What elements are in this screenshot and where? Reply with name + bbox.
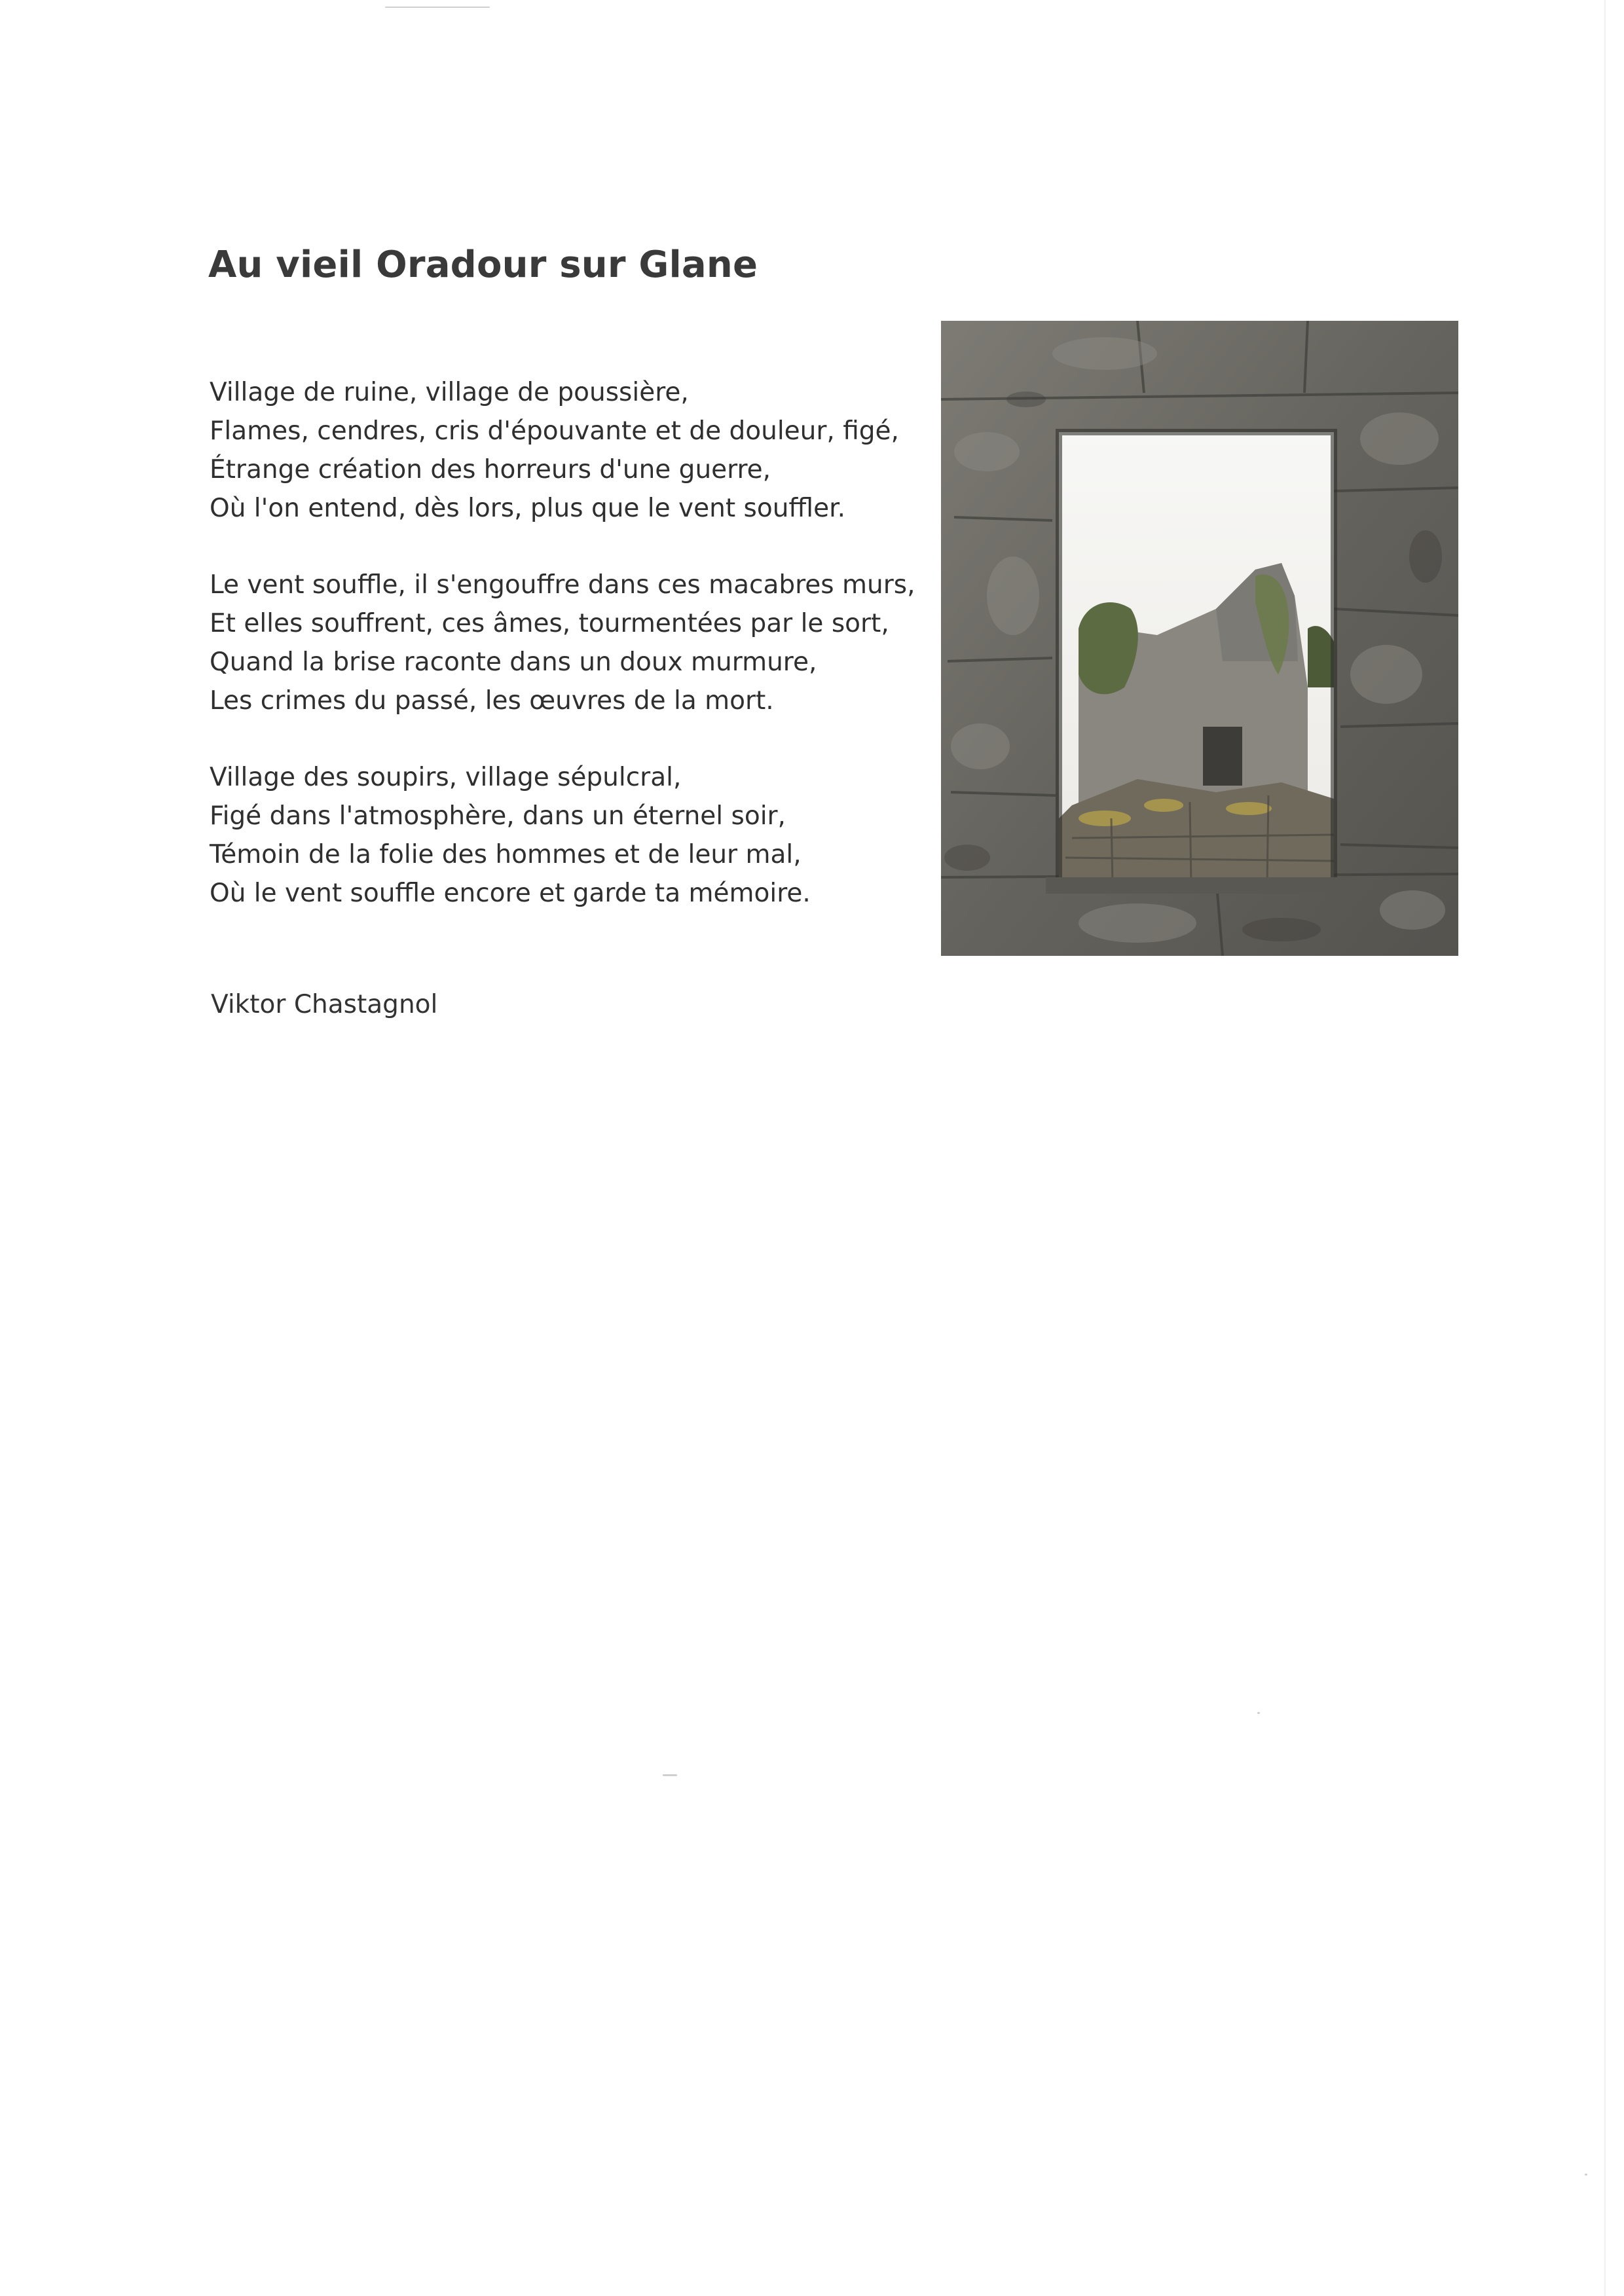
scan-speck: [663, 1774, 677, 1776]
poem-title: Au vieil Oradour sur Glane: [208, 244, 758, 286]
poem-body: [210, 373, 917, 951]
poem-line: Témoin de la folie des hommes et de leur mal,: [210, 840, 802, 869]
poem-line: Le vent souffle, il s'engouffre dans ces macabres murs,: [210, 570, 915, 600]
poem-author: Viktor Chastagnol: [211, 990, 438, 1019]
scan-speck: [385, 7, 490, 8]
poem-line: Les crimes du passé, les œuvres de la mort.: [210, 686, 774, 716]
poem-line: Figé dans l'atmosphère, dans un éternel soir,: [210, 801, 786, 831]
scan-speck: [1257, 1712, 1260, 1714]
poem-line: Étrange création des horreurs d'une guerre,: [210, 455, 771, 484]
poem-line: Où le vent souffle encore et garde ta mémoire.: [210, 879, 811, 908]
ruin-window-photo: [941, 321, 1458, 956]
scan-speck: [1585, 2174, 1587, 2176]
stanza-3: [210, 758, 917, 913]
poem-line: Quand la brise raconte dans un doux murmure,: [210, 647, 817, 677]
stanza-1: [210, 373, 917, 528]
scan-edge: [1604, 0, 1606, 2296]
poem-line: Village des soupirs, village sépulcral,: [210, 763, 682, 792]
poem-line: Où l'on entend, dès lors, plus que le vent souffler.: [210, 494, 845, 523]
poem-line: Et elles souffrent, ces âmes, tourmentées par le sort,: [210, 609, 889, 638]
poem-line: Village de ruine, village de poussière,: [210, 378, 689, 407]
poem-line: Flames, cendres, cris d'épouvante et de douleur, figé,: [210, 416, 899, 446]
stanza-2: [210, 566, 917, 720]
